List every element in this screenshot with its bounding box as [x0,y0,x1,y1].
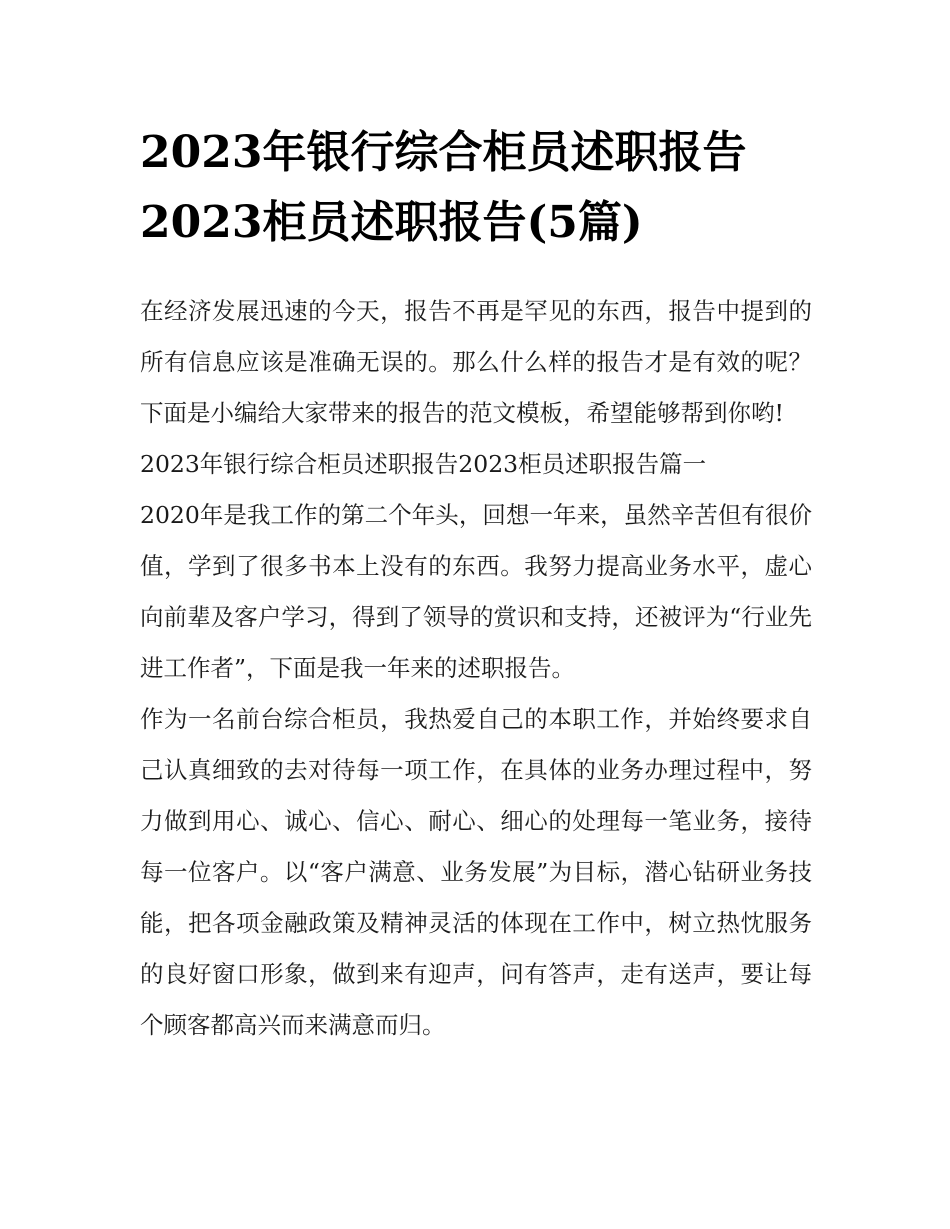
title-line-1: 2023年银行综合柜员述职报告 [140,127,747,178]
title-line-2: 2023柜员述职报告(5篇) [140,197,643,248]
body-paragraph-1: 2020年是我工作的第二个年头，回想一年来，虽然辛苦但有很价值，学到了很多书本上没有的东西。我努力提高业务水平，虚心向前辈及客户学习，得到了领导的赏识和支持，还被评为“行业先进工作者”，下面是我一年来的述职报告。 [140,501,812,682]
body-paragraph-2: 作为一名前台综合柜员，我热爱自己的本职工作，并始终要求自己认真细致的去对待每一项工作，在具体的业务办理过程中，努力做到用心、诚心、信心、耐心、细心的处理每一笔业务，接待每一位客户。以“客户满意、业务发展”为目标，潜心钻研业务技能，把各项金融政策及精神灵活的体现在工作中，树立热忱服务的良好窗口形象，做到来有迎声，问有答声，走有送声，要让每个顾客都高兴而来满意而归。 [140,705,812,1039]
intro-paragraph: 在经济发展迅速的今天，报告不再是罕见的东西，报告中提到的所有信息应该是准确无误的。那么什么样的报告才是有效的呢？下面是小编给大家带来的报告的范文模板，希望能够帮到你哟! [140,297,812,427]
document-body [140,286,812,1051]
section-heading: 2023年银行综合柜员述职报告2023柜员述职报告篇一 [140,450,707,478]
document-page [140,118,812,1051]
document-title [140,118,812,258]
